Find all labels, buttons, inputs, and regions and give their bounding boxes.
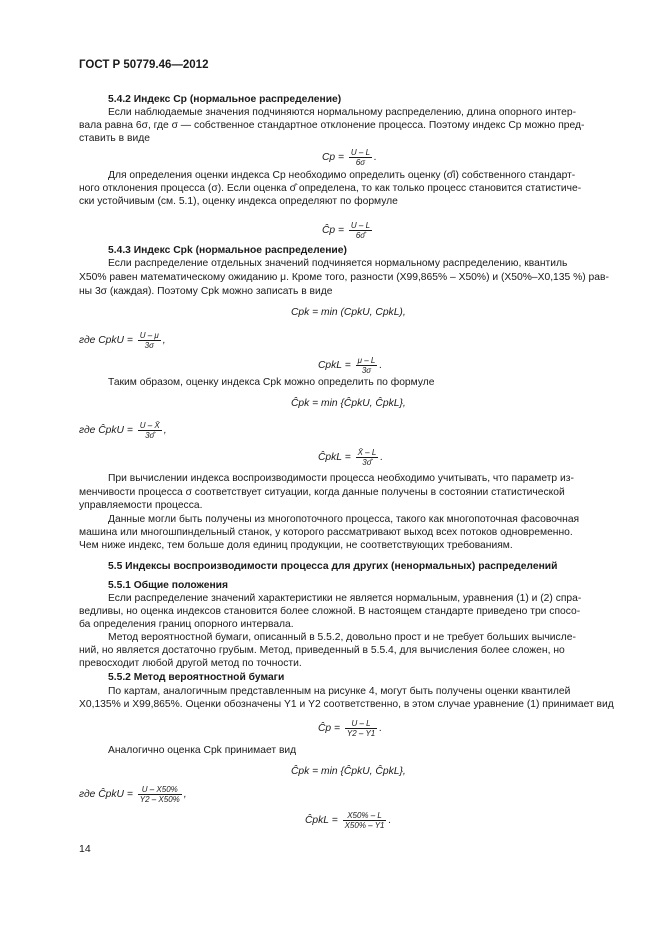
paragraph-line: превосходит любой другой метод по точности. [79,658,302,669]
formula-numerator: U – L [345,719,377,729]
paragraph-line: ведливы, но оценка индексов становится более сложной. В настоящем стандарте приведено три спосо- [79,606,581,617]
paragraph-line: Если распределение значений характеристики не является нормальным, уравнения (1) и (2) спра- [108,593,582,604]
formula-denominator: 6σ̂ [355,231,366,240]
paragraph-line: ний, но является достаточно грубым. Метод, приведенный в 5.5.4, для вычисления более сложен, но [79,645,565,656]
paragraph-line: ски устойчивым (см. 5.1), оценку индекса определяют по формуле [79,196,398,207]
formula-denominator: Y2 – X50% [139,795,180,804]
section-542-title: 5.4.2 Индекс Cp (нормальное распределение) [108,94,342,105]
formula-numerator: U – L [350,221,371,230]
paragraph-line: ного отклонения процесса (σ). Если оценка σ̂ определена, то как только процесс становится статистиче- [79,183,582,194]
formula-lhs: CpkL = [318,360,354,372]
formula-numerator: U – X50% [138,785,182,795]
paragraph-line: При вычислении индекса воспроизводимости процесса необходимо учитывать, что параметр из- [108,473,574,484]
paragraph-line: Чем ниже индекс, тем больше доля единиц продукции, не соответствующих требованиям. [79,540,513,551]
formula-cp-hat [322,221,374,240]
formula-cpku-hat: где ĈpkU = $\frac{U - X̄}{3\sigmâ}$ , [79,421,167,440]
formula-lhs: где CpkU = [79,335,136,347]
formula-numerator: X̄ – L [357,448,377,457]
formula-numerator: U – μ [139,331,159,340]
formula-lhs: где ĈpkU = [79,425,136,437]
section-543-title: 5.4.3 Индекс Cpk (нормальное распределение) [108,245,347,256]
paragraph-line: управляемости процесса. [79,500,203,511]
section-552-title: 5.5.2 Метод вероятностной бумаги [108,672,285,683]
formula-cpkl-hat: ĈpkL = $\frac{X̄ - L}{3\sigmâ}$ . [318,448,384,467]
formula-denominator: 3σ̂ [145,431,155,440]
formula-lhs: ĈpkL = [318,452,354,464]
paragraph-line: Данные могли быть получены из многопоточного процесса, такого как многопоточная фасовочная [108,514,580,525]
formula-cpkl: CpkL = $\frac{\mu - L}{3\sigma}$ . [318,356,383,375]
paragraph-line: ставить в виде [79,133,150,144]
formula-cpkl-hat-prob: ĈpkL = $\frac{X50\% - L}{X50\% - Y1}$ . [305,811,392,830]
paragraph-line: менчивости процесса σ соответствует ситуации, когда данные получены в состоянии статистической [79,487,565,498]
paragraph-line: X50% равен математическому ожиданию μ. Кроме того, разности (X99,865% – X50%) и (X50%–X0,135 %) рав- [79,272,609,283]
formula-cpk-hat-prob: Ĉpk = min {ĈpkU, ĈpkL}, [291,766,406,777]
formula-denominator: Y2 – Y1 [346,729,376,738]
paragraph-line: По картам, аналогичным представленным на рисунке 4, могут быть получены оценки квантилей [108,686,571,697]
paragraph-line: Метод вероятностной бумаги, описанный в 5.5.2, довольно прост и не требует больших вычисле- [108,632,576,643]
document-header: ГОСТ Р 50779.46—2012 [79,59,209,71]
formula-numerator: U – X̄ [139,421,160,430]
formula-cpku: где CpkU = $\frac{U - \mu}{3\sigma}$ , [79,331,166,350]
formula-denominator: 3σ̂ [362,458,372,467]
formula-numerator: μ – L [357,356,376,365]
formula-lhs: Ĉp = [318,723,343,735]
formula-numerator: X50% – L [343,811,387,821]
paragraph-line: X0,135% и X99,865%. Оценки обозначены Y1 и Y2 соответственно, в этом случае уравнение (1) принимает вид [79,699,614,710]
formula-cpk: Cpk = min (CpkU, CpkL), [291,307,406,318]
paragraph-line: Если наблюдаемые значения подчиняются нормальному распределению, длина опорного интер- [108,107,577,118]
formula-lhs: ĈpkL = [305,815,341,827]
section-551-title: 5.5.1 Общие положения [108,580,228,591]
formula-lhs: Ĉp = [322,225,347,237]
formula-cp: Cp = $\frac{U - L}{6\sigma}$ . [322,148,377,167]
formula-denominator: 6σ [355,158,366,167]
paragraph-line: ны 3σ (каждая). Поэтому Cpk можно записать в виде [79,286,333,297]
paragraph-line: вала равна 6σ, где σ — собственное стандартное отклонение процесса. Поэтому индекс Cp можно пред- [79,120,585,131]
paragraph-line: машина или многошпиндельный станок, у которого рассматривают выход всех потоков одновременно. [79,527,573,538]
formula-lhs: Cp = [322,152,347,164]
formula-cpk-hat: Ĉpk = min {ĈpkU, ĈpkL}, [291,398,406,409]
formula-numerator: U – L [350,148,371,157]
formula-cp-hat-prob: Ĉp = $\frac{U - L}{Y2 - Y1}$ . [318,719,383,738]
formula-denominator: X50% – Y1 [344,821,385,830]
paragraph-line: Аналогично оценка Cpk принимает вид [108,745,297,756]
formula-lhs: где ĈpkU = [79,789,136,801]
paragraph-line: Для определения оценки индекса Cp необходимо определить оценку (σ̂i) собственного стандарт- [108,170,576,181]
paragraph-line: Таким образом, оценку индекса Cpk можно определить по формуле [108,377,435,388]
formula-denominator: 3σ [361,366,372,375]
section-55-title: 5.5 Индексы воспроизводимости процесса для других (ненормальных) распределений [108,561,558,572]
page-number: 14 [79,843,91,855]
formula-denominator: 3σ [144,341,154,350]
paragraph-line: ба определения границ опорного интервала. [79,619,294,630]
formula-cpku-hat-prob: где ĈpkU = $\frac{U - X50\%}{Y2 - X50\%}$ , [79,785,187,804]
paragraph-line: Если распределение отдельных значений подчиняется нормальному распределению, квантиль [108,258,568,269]
